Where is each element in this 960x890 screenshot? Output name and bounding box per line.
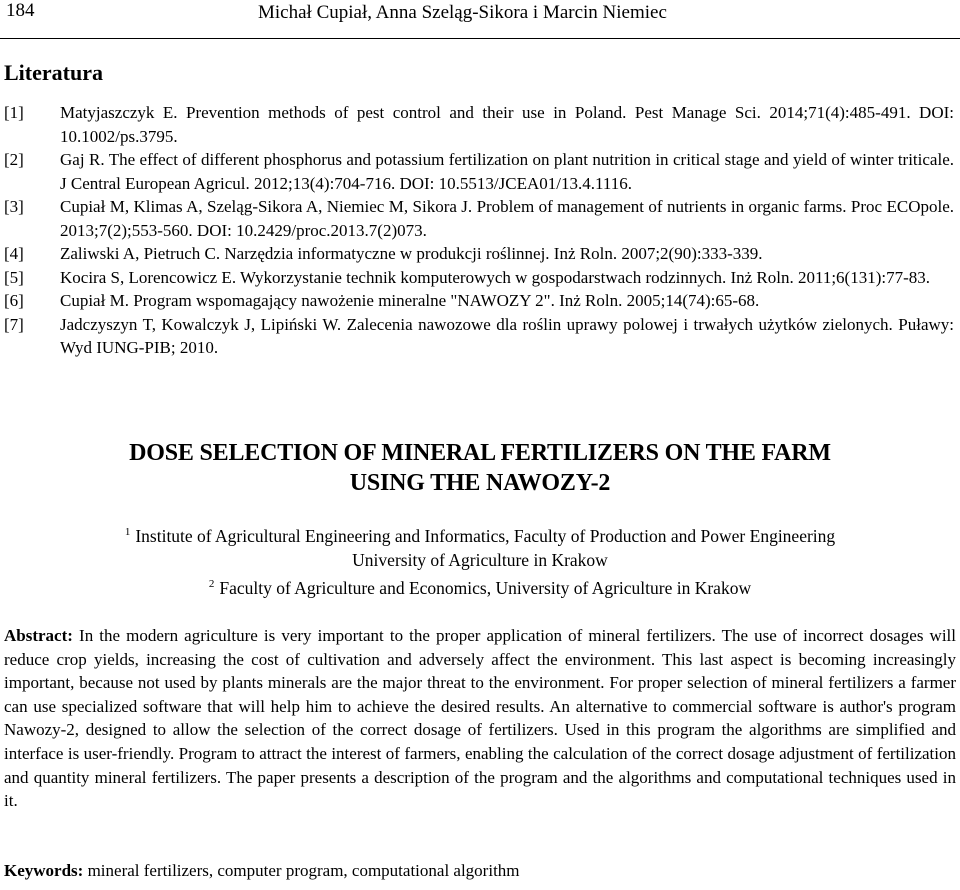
paper-title-line-1: DOSE SELECTION OF MINERAL FERTILIZERS ON THE FARM: [129, 440, 831, 466]
keywords-text: mineral fertilizers, computer program, computational algorithm: [87, 861, 520, 880]
reference-text: Gaj R. The effect of different phosphorus and potassium fertilization on plant nutrition in critical stage and yield of winter triticale. J Central European Agricul. 2012;13(4):704-716. DOI: 10.5513/JCEA01/13.4.1116.: [60, 150, 954, 193]
reference-item: [4, 289, 954, 313]
reference-item: [4, 242, 954, 266]
keywords-label: Keywords:: [4, 861, 84, 880]
reference-text: Matyjaszczyk E. Prevention methods of pest control and their use in Poland. Pest Manage Sci. 2014;71(4):485-491. DOI: 10.1002/ps.3795.: [60, 103, 954, 146]
affiliation-1-mark: 1: [124, 526, 131, 538]
affiliation-2-mark: 2: [208, 578, 215, 590]
abstract: [4, 624, 956, 813]
page-header: [0, 0, 960, 40]
running-title: Michał Cupiał, Anna Szeląg-Sikora i Marcin Niemiec: [258, 2, 667, 23]
affiliation-1: [0, 520, 960, 548]
reference-item: [4, 266, 954, 290]
paper-title-line-2: USING THE NAWOZY-2: [349, 470, 611, 496]
reference-text: Jadczyszyn T, Kowalczyk J, Lipiński W. Zalecenia nawozowe dla roślin uprawy polowej i trwałych użytków zielonych. Puławy: Wyd IUNG-PIB; 2010.: [60, 314, 954, 357]
reference-number: [2]: [4, 150, 24, 169]
reference-number: [4]: [4, 244, 24, 263]
keywords: [4, 861, 956, 881]
reference-number: [5]: [4, 267, 24, 287]
affiliation-2: [0, 572, 960, 600]
reference-number: [6]: [4, 291, 24, 310]
header-rule: [0, 38, 960, 39]
reference-item: [4, 148, 954, 195]
reference-list: [4, 101, 954, 360]
abstract-label: Abstract:: [4, 626, 73, 645]
affiliation-1-line-1: Institute of Agricultural Engineering and Informatics, Faculty of Production and Power Engineering: [135, 526, 836, 546]
reference-number: [7]: [4, 314, 24, 334]
reference-text: Cupiał M. Program wspomagający nawożenie mineralne "NAWOZY 2". Inż Roln. 2005;14(74):65-68.: [60, 291, 760, 310]
reference-number: [1]: [4, 103, 24, 122]
abstract-text: In the modern agriculture is very important to the proper application of mineral fertilizers. The use of incorrect dosages will reduce crop yields, increasing the cost of cultivation and adversely affect the environment. This last aspect is becoming increasingly important, because not used by plants minerals are the major threat to the environment. For proper selection of mineral fertilizers a farmer can use specialized software that will help him to achieve the desired results. An alternative to commercial software is author's program Nawozy-2, designed to allow the selection of the correct dosage of fertilizers. Used in this program the algorithms are simplified and interface is user-friendly. Program to attract the interest of farmers, enabling the calculation of the correct dosage adjustment of fertilization and quantity mineral fertilizers. The paper presents a description of the program and the algorithms and computational techniques used in it.: [4, 626, 957, 811]
reference-text: Cupiał M, Klimas A, Szeląg-Sikora A, Niemiec M, Sikora J. Problem of management of nutrients in organic farms. Proc ECOpole. 2013;7(2);553-560. DOI: 10.2429/proc.2013.7(2)073.: [60, 197, 954, 240]
reference-item: [4, 195, 954, 242]
affiliation-1-line-2: University of Agriculture in Krakow: [352, 550, 608, 570]
paper-title: [0, 438, 960, 498]
literature-heading: Literatura: [4, 60, 103, 85]
reference-item: [4, 313, 954, 360]
reference-item: [4, 101, 954, 148]
reference-text: Zaliwski A, Pietruch C. Narzędzia informatyczne w produkcji roślinnej. Inż Roln. 2007;2(90):333-339.: [60, 244, 763, 263]
reference-text: Kocira S, Lorencowicz E. Wykorzystanie technik komputerowych w gospodarstwach rodzinnych. Inż Roln. 2011;6(131):77-83.: [60, 267, 931, 287]
affiliations: [0, 520, 960, 600]
affiliation-2-line-1: Faculty of Agriculture and Economics, University of Agriculture in Krakow: [219, 578, 752, 598]
page-number: 184: [6, 0, 35, 21]
reference-number: [3]: [4, 197, 24, 216]
